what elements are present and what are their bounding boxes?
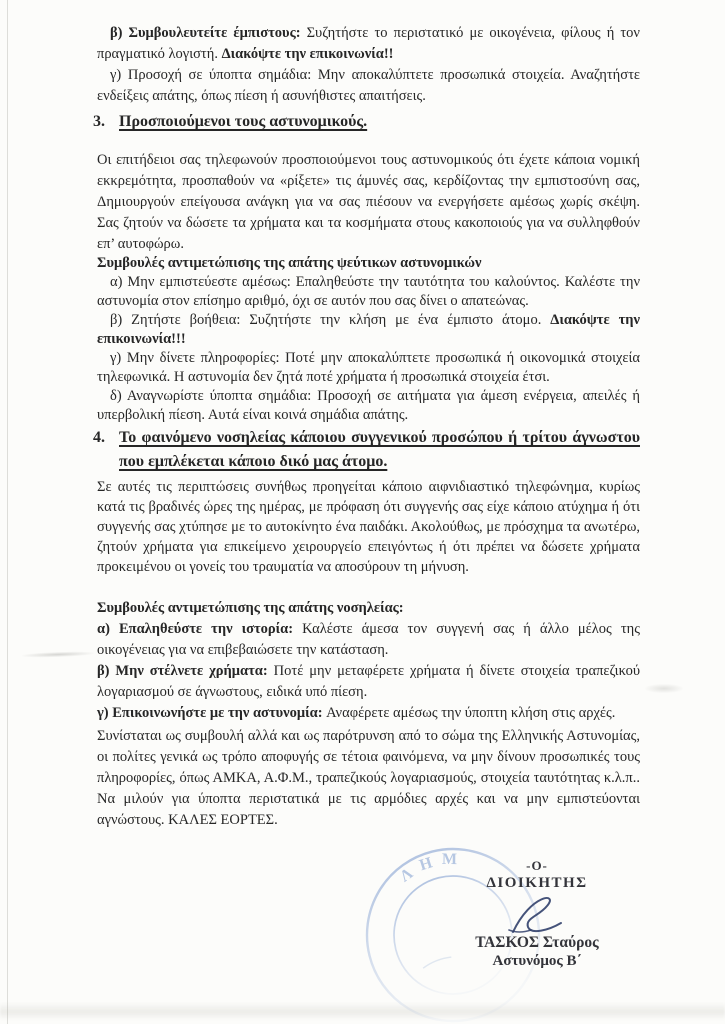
section-3-title: Προσποιούμενοι τους αστυνομικούς.: [119, 113, 368, 130]
tip-item: γ) Μην δίνετε πληροφορίες: Ποτέ μην αποκαλύπτετε προσωπικά ή οικονομικά στοιχεία τηλεφωνικά. Η αστυνομία δεν ζητά ποτέ χρήματα ή προσωπικά στοιχεία έτσι.: [97, 350, 640, 385]
signature-rank: Αστυνόμος Β΄: [492, 953, 582, 969]
scan-smudge-right: [645, 684, 683, 693]
signature-block: [432, 858, 642, 970]
section-4-number: 4.: [93, 429, 105, 446]
scan-shadow-bottom: [0, 1002, 725, 1020]
tip-item: β) Μην στέλνετε χρήματα: Ποτέ μην μεταφέρετε χρήματα ή δίνετε στοιχεία τραπεζικού λογαριασμού σε άγνωστους, ειδικά υπό πίεση.: [97, 663, 640, 700]
section-4-title: Το φαινόμενο νοσηλείας κάποιου συγγενικού προσώπου ή τρίτου άγνωστου που εμπλέκεται κάποιο δικό μας άτομο.: [119, 429, 640, 470]
tip-item: α) Επαληθεύστε την ιστορία: Καλέστε άμεσα τον συγγενή σας ή άλλο μέλος της οικογένειας για να επιβεβαιώσετε την κατάσταση.: [97, 621, 640, 658]
section-3-paragraph: Οι επιτήδειοι σας τηλεφωνούν προσποιούμενοι τους αστυνομικούς ότι έχετε κάποια νομική εκκρεμότητα, προσπαθούν να «ρίξετε» τις άμυνές σας, κερδίζοντας την εμπιστοσύνη σας, Δημιουργούν επείγουσα ανάγκη για να σας πιέσουν να ενεργήσετε αμέσως χωρίς σκέψη. Σας ζητούν να δώσετε τα χρήματα και τα κοσμήματα στους κακοποιούς για να συλληφθούν επ’ αυτοφώρω.: [97, 152, 640, 252]
section-4-tips: [97, 598, 640, 724]
section-3-tips-title: Συμβουλές αντιμετώπισης της απάτης ψεύτικων αστυνομικών: [97, 255, 482, 271]
scan-smudge-left: [22, 651, 94, 659]
section-4-paragraph: Σε αυτές τις περιπτώσεις συνήθως προηγείται κάποιο αιφνιδιαστικό τηλεφώνημα, κυρίως κατά τις βραδινές ώρες της ημέρας, με πρόφαση ότι συγγενής σας είχε κάποιο ατύχημα ή ότι συγγενής σας χτύπησε με το αυτοκίνητο ένα παιδάκι. Ακολούθως, με πρόσχημα τα ανωτέρω, ζητούν χρήματα για επικείμενο χειρουργείο επειγόντως ή ότι πρέπει να δώσετε χρήματα προκειμένου οι γονείς του τραυματία να αποσύρουν τη μήνυση.: [97, 479, 640, 575]
advice-item-c: γ) Προσοχή σε ύποπτα σημάδια: Μην αποκαλύπτετε προσωπικά στοιχεία. Αναζητήστε ενδείξεις απάτης, όπως πίεση ή ασυνήθιστες απαιτήσεις.: [97, 67, 640, 104]
signature-name: ΤΑΣΚΟΣ Σταύρος: [475, 934, 599, 951]
section-3-body: [97, 150, 640, 255]
closing-paragraph-block: [97, 726, 640, 831]
signature-dash-o: -Ο-: [526, 858, 548, 873]
tip-item: γ) Επικοινωνήστε με την αστυνομία: Αναφέρετε αμέσως την ύποπτη κλήση στις αρχές.: [97, 705, 616, 721]
closing-paragraph: Συνίσταται ως συμβουλή αλλά και ως παρότρυνση από το σώμα της Ελληνικής Αστυνομίας, οι πολίτες γενικά ως τρόπο αποφυγής σε τέτοια φαινόμενα, να μην δίνουν προσωπικές τους πληροφορίες, όπως ΑΜΚΑ, Α.Φ.Μ., τραπεζικούς λογαριασμούς, στοιχεία ταυτότητας κ.λ.π.. Να μιλούν για ύποπτα περιστατικά με τις αρμόδιες αρχές και να μην εμπιστεύονται αγνώστους. ΚΑΛΕΣ ΕΟΡΤΕΣ.: [97, 728, 640, 828]
intro-advice-list: [97, 23, 640, 107]
section-3-tips: [97, 254, 640, 425]
handwritten-signature: [497, 890, 577, 938]
tip-item: α) Μην εμπιστεύεστε αμέσως: Επαληθεύστε την ταυτότητα του καλούντος. Καλέστε την αστυνομία στον επίσημο αριθμό, όχι σε αυτόν που σας δίνει ο απατεώνας.: [97, 274, 640, 309]
scan-edge-line: [7, 0, 8, 1024]
section-3-number: 3.: [93, 113, 105, 130]
stamp-arc-text: ΛΗΜ: [396, 850, 467, 886]
section-4-body: [97, 477, 640, 577]
section-3-heading: [93, 111, 640, 133]
section-4-tips-title: Συμβουλές αντιμετώπισης της απάτης νοσηλείας:: [97, 600, 404, 616]
signature-title: ΔΙΟΙΚΗΤΗΣ: [486, 875, 588, 891]
section-4-heading: [93, 426, 640, 474]
advice-item-b: β) Συμβουλευτείτε έμπιστους: Συζητήστε το περιστατικό με οικογένεια, φίλους ή τον πραγματικό λογιστή. Διακόψτε την επικοινωνία!!: [97, 25, 640, 62]
tip-item: β) Ζητήστε βοήθεια: Συζητήστε την κλήση με ένα έμπιστο άτομο. Διακόψτε την επικοινωνία!!!: [97, 312, 640, 347]
tip-item: δ) Αναγνωρίστε ύποπτα σημάδια: Προσοχή σε αιτήματα για άμεση ενέργεια, απειλές ή υπερβολική πίεση. Αυτά είναι κοινά σημάδια απάτης.: [97, 388, 640, 423]
